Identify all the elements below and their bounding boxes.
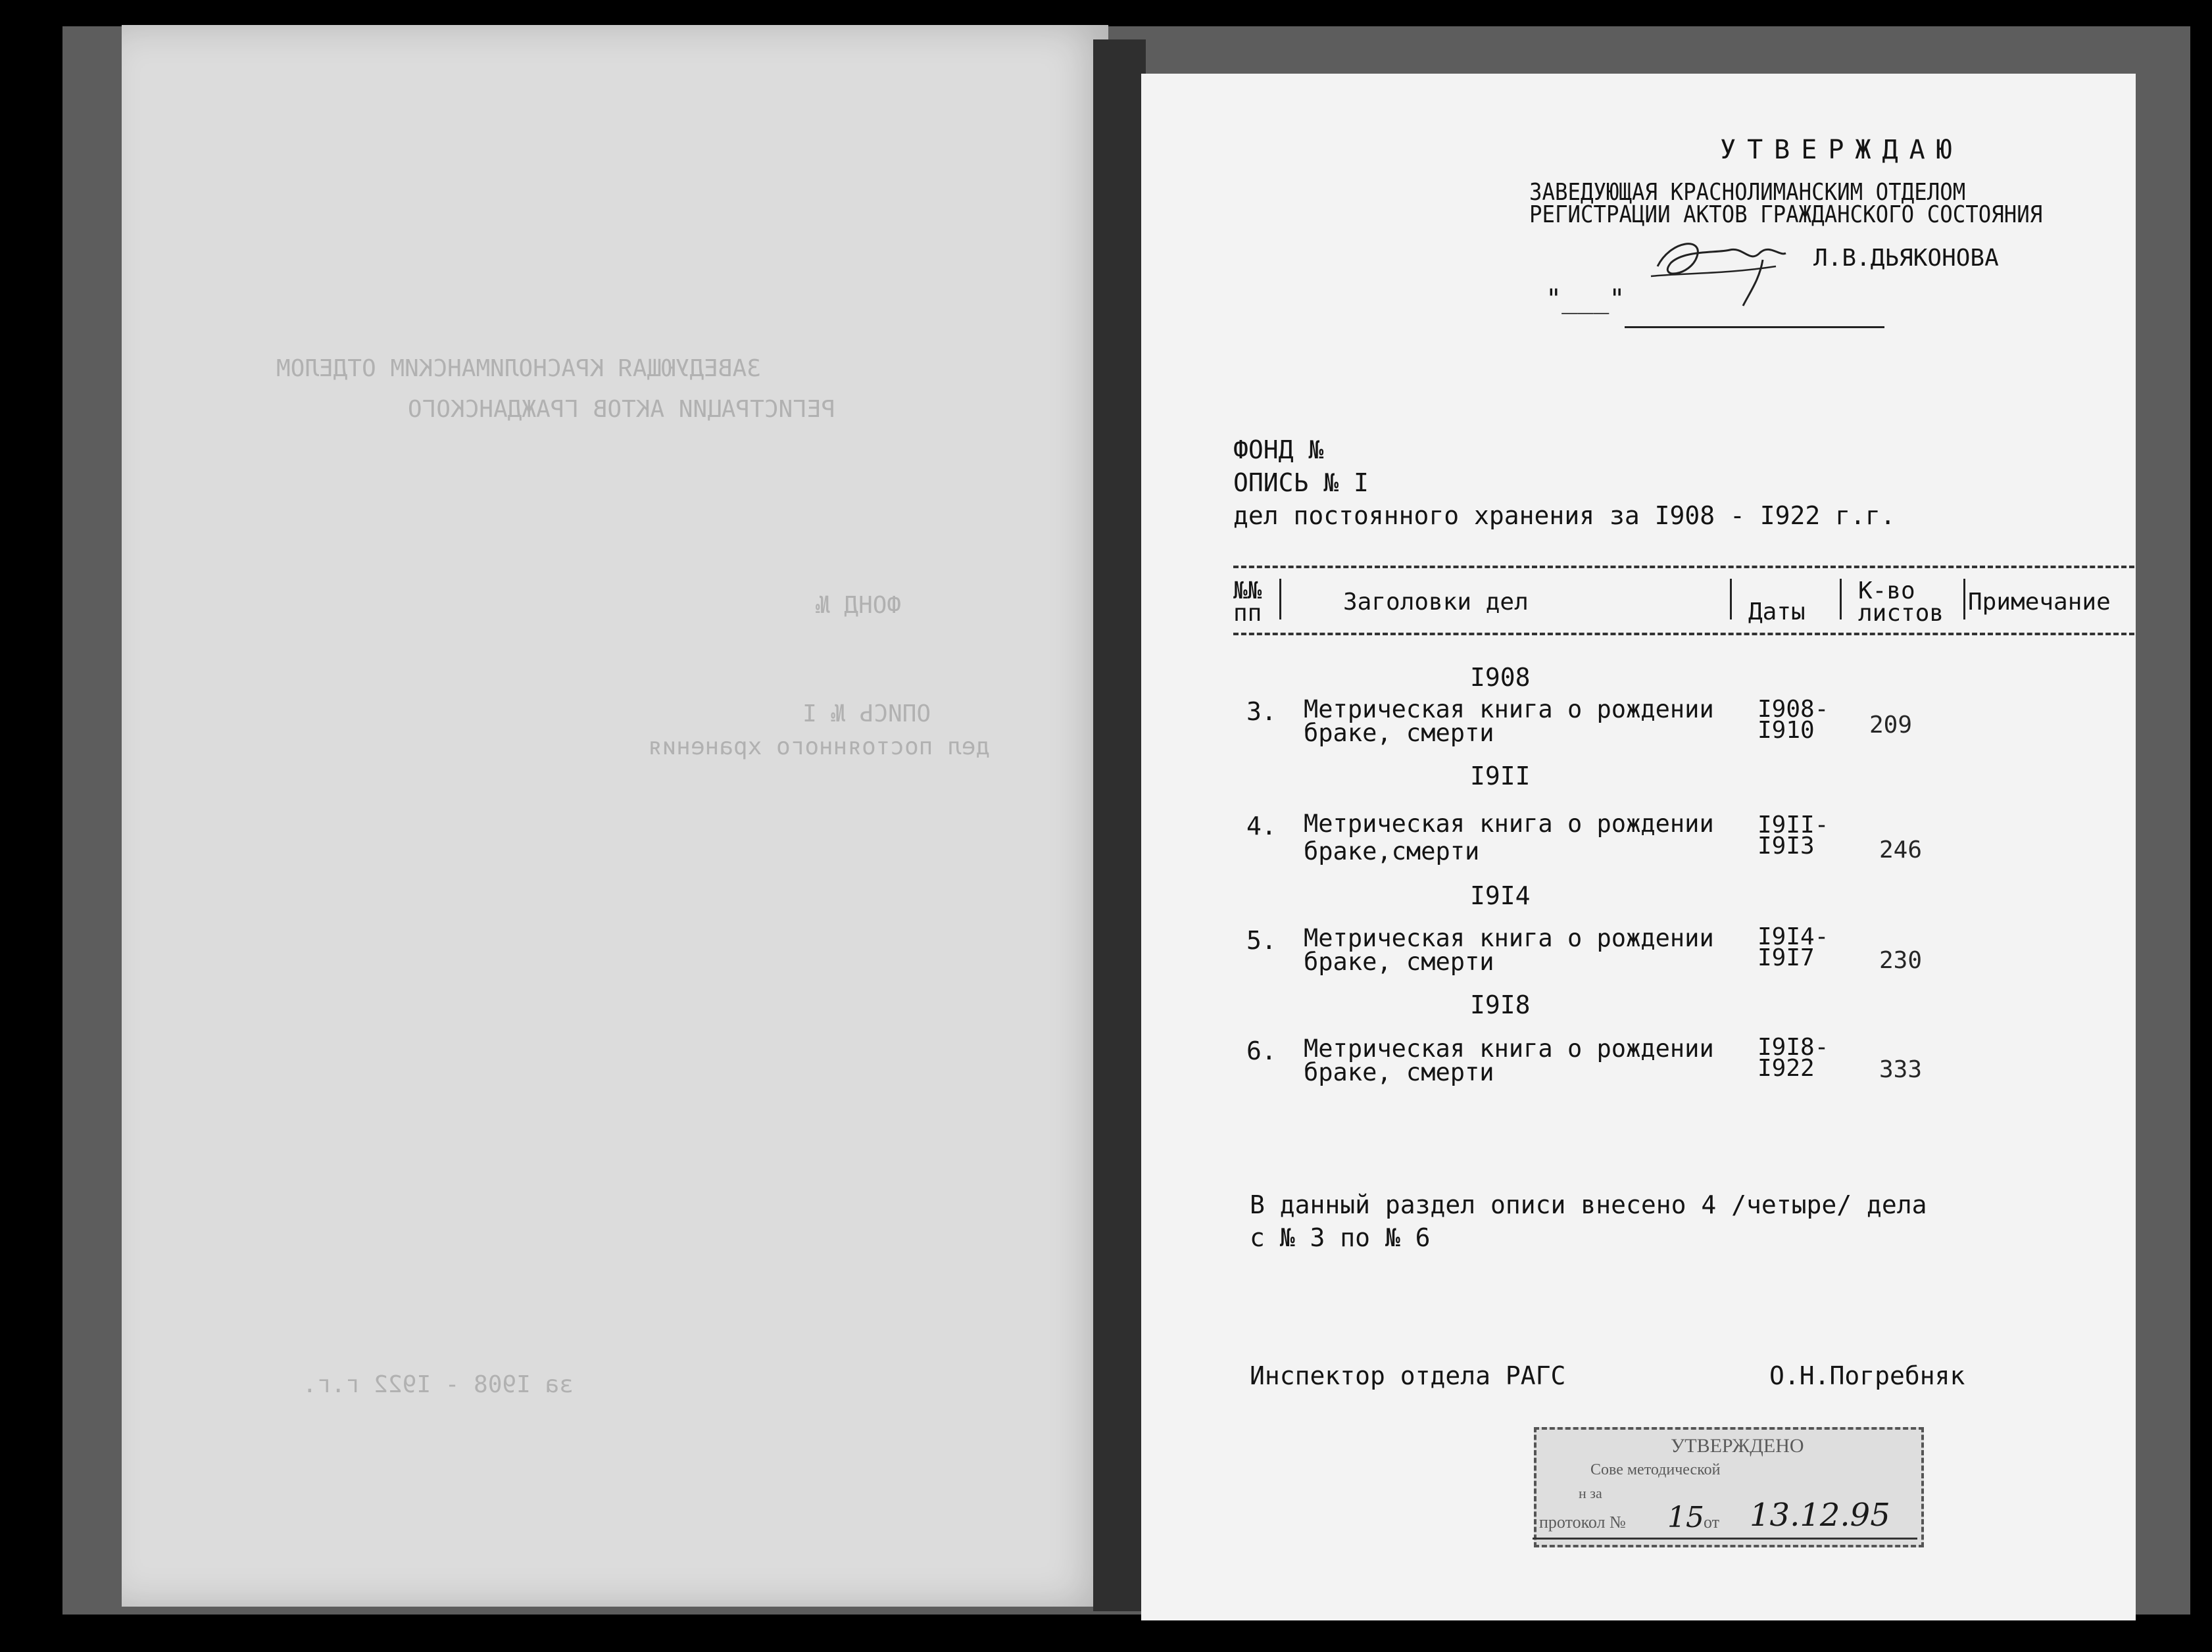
left-page: [122, 25, 1108, 1607]
item-title-line2: браке, смерти: [1304, 719, 1494, 747]
ghost-text-line2: РЕГИСТРАЦИИ АКТОВ ГРАЖДАНСКОГО: [408, 396, 836, 423]
year-heading: I9II: [1470, 762, 1531, 790]
item-dates-end: I9I3: [1757, 833, 1815, 860]
ghost-text-line1: ЗАВЕДУЮЩАЯ КРАСНОЛИМАНСКИМ ОТДЕЛОМ: [276, 355, 761, 382]
header-title: Заголовки дел: [1343, 589, 1529, 616]
col-divider: [1279, 579, 1281, 620]
date-underline: [1625, 326, 1884, 328]
stamp-line3: н за: [1579, 1485, 1602, 1501]
year-heading: I908: [1470, 663, 1531, 692]
org-line-1: ЗАВЕДУЮЩАЯ КРАСНОЛИМАНСКИМ ОТДЕЛОМ: [1529, 179, 1966, 206]
year-heading: I9I4: [1470, 881, 1531, 910]
item-number: 3.: [1246, 697, 1277, 726]
inspector-name: О.Н.Погребняк: [1769, 1361, 1965, 1390]
item-dates-end: I9I7: [1757, 944, 1815, 971]
item-dates-start: I9II-: [1757, 812, 1829, 838]
header-sheets-line1: К-во: [1858, 577, 1915, 604]
fond-label: ФОНД №: [1233, 435, 1324, 464]
item-number: 4.: [1246, 812, 1277, 840]
item-sheets: 230: [1879, 947, 1923, 974]
inspector-label: Инспектор отдела РАГС: [1250, 1361, 1566, 1390]
item-dates-start: I9I8-: [1757, 1034, 1829, 1061]
item-title-line2: браке, смерти: [1304, 948, 1494, 976]
stamp-underline: [1533, 1538, 1917, 1540]
date-placeholder: "___": [1546, 284, 1625, 314]
item-dates-start: I908-: [1757, 696, 1829, 723]
stamp-title: УТВЕРЖДЕНО: [1671, 1435, 1804, 1457]
item-sheets: 209: [1869, 712, 1913, 739]
header-dates: Даты: [1748, 598, 1806, 625]
org-line-2: РЕГИСТРАЦИИ АКТОВ ГРАЖДАНСКОГО СОСТОЯНИЯ: [1529, 201, 2043, 228]
stamp-protocol-label: протокол №: [1539, 1513, 1626, 1532]
ghost-text-year: за I908 - I922 г.г.: [303, 1371, 574, 1398]
header-note: Примечание: [1968, 589, 2111, 616]
col-divider: [1963, 579, 1965, 620]
storage-range: дел постоянного хранения за I908 - I922 г.г.: [1233, 501, 1896, 530]
stamp-date: 13.12.95: [1750, 1497, 1890, 1534]
col-divider: [1730, 579, 1732, 620]
ghost-text-range: дел постоянного хранения: [648, 733, 991, 760]
table-header-rule: [1233, 633, 2134, 635]
item-title-line1: Метрическая книга о рождении: [1304, 924, 1714, 952]
item-sheets: 246: [1879, 837, 1923, 863]
item-title-line1: Метрическая книга о рождении: [1304, 1034, 1714, 1063]
item-dates-end: I922: [1757, 1055, 1815, 1082]
header-num-line1: №№: [1233, 577, 1262, 604]
header-sheets-line2: листов: [1858, 600, 1944, 627]
table-top-rule: [1233, 566, 2134, 568]
year-heading: I9I8: [1470, 990, 1531, 1019]
ghost-text-fond: ФОНД №: [816, 592, 902, 619]
book-gutter: [1093, 39, 1146, 1611]
stamp-protocol-number: 15: [1667, 1501, 1704, 1534]
item-number: 6.: [1246, 1036, 1277, 1065]
summary-line1: В данный раздел описи внесено 4 /четыре/ дела: [1250, 1190, 1927, 1219]
item-number: 5.: [1246, 926, 1277, 955]
item-dates-start: I9I4-: [1757, 923, 1829, 950]
opis-label: ОПИСЬ № I: [1233, 468, 1369, 497]
header-num-line2: пп: [1233, 600, 1262, 627]
stamp-line2: Сове методической: [1590, 1461, 1721, 1478]
approval-title: УТВЕРЖДАЮ: [1720, 135, 1963, 165]
signer-name: Л.В.ДЬЯКОНОВА: [1813, 245, 1999, 272]
item-sheets: 333: [1879, 1056, 1923, 1083]
item-title-line1: Метрическая книга о рождении: [1304, 695, 1714, 723]
col-divider: [1840, 579, 1842, 620]
signature-mark: [1644, 227, 1796, 312]
item-title-line2: браке, смерти: [1304, 1058, 1494, 1086]
item-dates-end: I910: [1757, 717, 1815, 744]
stamp-from-label: от: [1704, 1513, 1720, 1532]
ghost-text-opis: ОПИСЬ № I: [802, 700, 931, 727]
summary-line2: с № 3 по № 6: [1250, 1223, 1431, 1252]
item-title-line1: Метрическая книга о рождении: [1304, 810, 1714, 838]
item-title-line2: браке,смерти: [1304, 837, 1480, 865]
